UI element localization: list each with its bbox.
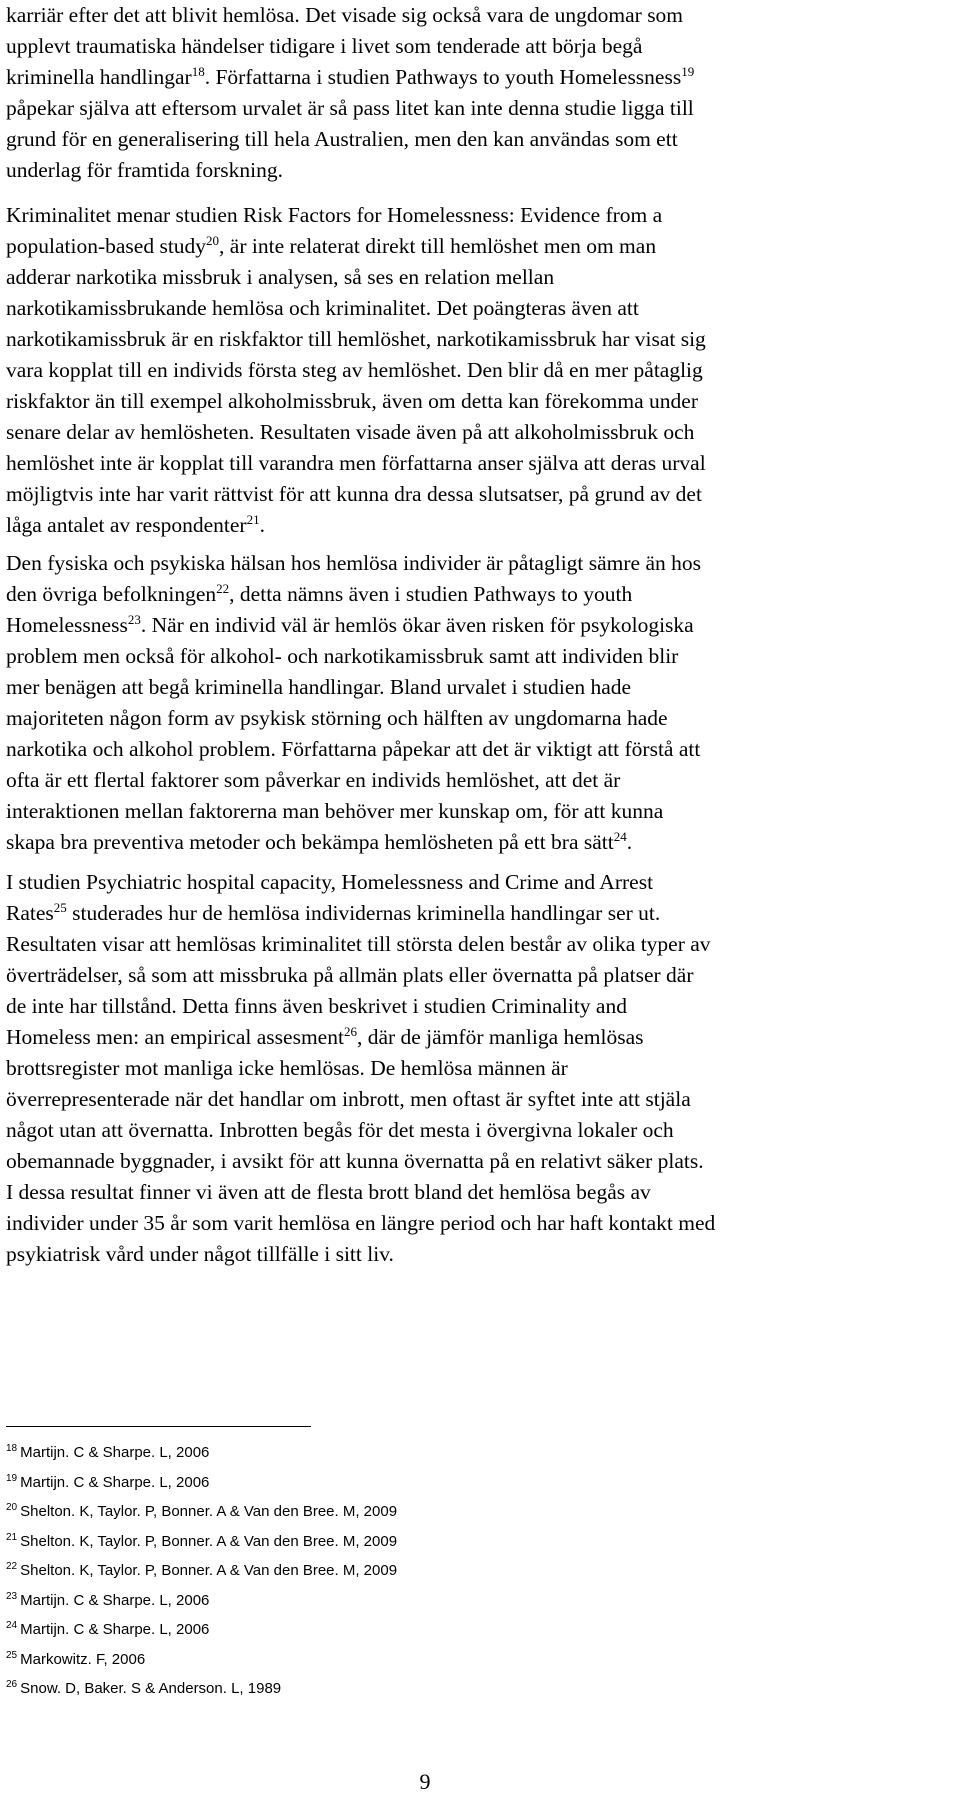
text-run: majoriteten någon form av psykisk störning och hälften av ungdomarna hade <box>6 706 668 730</box>
footnote-item <box>6 1674 397 1704</box>
text-line <box>6 293 706 324</box>
footnote-number: 26 <box>6 1679 18 1690</box>
text-run: överträdelser, så som att missbruka på allmän plats eller övernatta på platser där <box>6 963 694 987</box>
footnote-item <box>6 1527 397 1557</box>
paragraph <box>6 867 715 1270</box>
text-line <box>6 672 701 703</box>
footnote-number: 18 <box>6 1443 18 1454</box>
text-line <box>6 1208 715 1239</box>
text-line <box>6 610 701 641</box>
text-run: interaktionen mellan faktorerna man behöver mer kunskap om, för att kunna <box>6 799 664 823</box>
text-run: skapa bra preventiva metoder och bekämpa hemlösheten på ett bra sätt <box>6 830 614 854</box>
text-line <box>6 1053 715 1084</box>
footnote-item <box>6 1438 397 1468</box>
text-run: population-based study <box>6 234 207 258</box>
text-run: den övriga befolkningen <box>6 582 217 606</box>
text-line <box>6 765 701 796</box>
text-run: hemlöshet inte är kopplat till varandra men författarna anser själva att deras urval <box>6 451 706 475</box>
footnote-number: 23 <box>6 1590 18 1602</box>
text-line <box>6 417 706 448</box>
text-run: I studien Psychiatric hospital capacity, Homelessness and Crime and Arrest <box>6 870 654 894</box>
text-line <box>6 324 706 355</box>
text-line <box>6 1084 715 1115</box>
text-run: överrepresenterade när det handlar om inbrott, men oftast är syftet inte att stjäla <box>6 1087 691 1111</box>
text-run: Kriminalitet menar studien Risk Factors for Homelessness: Evidence from a <box>6 203 663 227</box>
footnote-text: Martijn. C & Sharpe. L, 2006 <box>20 1621 210 1638</box>
footnote-reference: 24 <box>613 828 627 844</box>
text-line <box>6 200 706 231</box>
text-run: möjligtvis inte har varit rättvist för att kunna dra dessa slutsatser, på grund av det <box>6 482 702 506</box>
text-run: upplevt traumatiska händelser tidigare i livet som tenderade att börja begå <box>6 34 643 58</box>
text-line <box>6 991 715 1022</box>
footnote-text: Snow. D, Baker. S & Anderson. L, 1989 <box>20 1680 282 1697</box>
text-run: . <box>259 513 265 537</box>
text-run: karriär efter det att blivit hemlösa. Det visade sig också vara de ungdomar som <box>6 3 684 27</box>
text-line <box>6 548 701 579</box>
text-line <box>6 867 715 898</box>
footnote-reference: 23 <box>127 611 141 627</box>
text-line <box>6 734 701 765</box>
footnote-text: Shelton. K, Taylor. P, Bonner. A & Van den Bree. M, 2009 <box>20 1532 398 1550</box>
text-run: narkotika och alkohol problem. Författarna påpekar att det är viktigt att förstå att <box>6 737 701 761</box>
footnote-number: 20 <box>6 1502 18 1513</box>
paragraph <box>6 0 694 186</box>
text-line <box>6 155 694 186</box>
text-run: något utan att övernatta. Inbrotten begås för det mesta i övergivna lokaler och <box>6 1118 674 1142</box>
text-run: narkotikamissbrukande hemlösa och kriminalitet. Det poängteras även att <box>6 296 639 320</box>
text-line <box>6 479 706 510</box>
footnote-item <box>6 1615 397 1645</box>
text-line <box>6 641 701 672</box>
text-line <box>6 1022 715 1053</box>
text-run: individer under 35 år som varit hemlösa en längre period och har haft kontakt med <box>6 1211 716 1235</box>
text-line <box>6 62 694 93</box>
text-line <box>6 231 706 262</box>
text-run: Homeless men: an empirical assesment <box>6 1025 344 1049</box>
text-line <box>6 703 701 734</box>
footnote-number: 24 <box>6 1620 18 1631</box>
text-run: riskfaktor än till exempel alkoholmissbruk, även om detta kan förekomma under <box>6 389 698 413</box>
footnote-reference: 18 <box>191 63 205 79</box>
text-line <box>6 929 715 960</box>
text-run: psykiatrisk vård under något tillfälle i sitt liv. <box>6 1242 394 1266</box>
page-number: 9 <box>419 1769 431 1794</box>
text-line <box>6 1239 715 1270</box>
text-line <box>6 796 701 827</box>
footnote-reference: 22 <box>216 580 230 596</box>
footnote-number: 25 <box>6 1649 18 1661</box>
text-run: problem men också för alkohol- och narkotikamissbruk samt att individen blir <box>6 644 679 668</box>
text-run: ofta är ett flertal faktorer som påverkar en individs hemlöshet, att det är <box>6 768 621 792</box>
text-run: mer benägen att begå kriminella handlingar. Bland urvalet i studien hade <box>6 675 632 699</box>
text-run: underlag för framtida forskning. <box>6 158 284 182</box>
text-run: senare delar av hemlösheten. Resultaten visade även på att alkoholmissbruk och <box>6 420 695 444</box>
text-line <box>6 262 706 293</box>
text-run: adderar narkotika missbruk i analysen, så ses en relation mellan <box>6 265 555 289</box>
text-run: obemannade byggnader, i avsikt för att kunna övernatta på en relativt säker plats. <box>6 1149 704 1173</box>
text-run: de inte har tillstånd. Detta finns även beskrivet i studien Criminality and <box>6 994 627 1018</box>
text-line <box>6 386 706 417</box>
text-line <box>6 0 694 31</box>
text-line <box>6 1115 715 1146</box>
text-run: studerades hur de hemlösa individernas kriminella handlingar ser ut. <box>66 901 661 925</box>
text-run: påpekar själva att eftersom urvalet är så pass litet kan inte denna studie ligga till <box>6 96 694 120</box>
text-line <box>6 898 715 929</box>
footnote-text: Shelton. K, Taylor. P, Bonner. A & Van den Bree. M, 2009 <box>20 1503 398 1520</box>
footnote-reference: 19 <box>681 63 695 79</box>
text-run: . När en individ väl är hemlös ökar även risken för psykologiska <box>140 613 694 637</box>
text-run: kriminella handlingar <box>6 65 192 89</box>
text-run: Resultaten visar att hemlösas kriminalitet till största delen består av olika typer av <box>6 932 711 956</box>
footnote-reference: 25 <box>53 899 67 915</box>
footnote-number: 19 <box>6 1472 18 1484</box>
footnote-separator <box>6 1426 311 1427</box>
paragraph <box>6 548 701 858</box>
footnote-number: 21 <box>6 1531 18 1543</box>
text-line <box>6 448 706 479</box>
text-run: grund för en generalisering till hela Australien, men den kan användas som ett <box>6 127 678 151</box>
footnote-reference: 21 <box>246 511 260 527</box>
footnote-item <box>6 1497 397 1527</box>
text-run: , är inte relaterat direkt till hemlöshet men om man <box>219 234 657 258</box>
text-run: . Författarna i studien Pathways to youth Homelessness <box>204 65 682 89</box>
footnote-reference: 20 <box>206 232 220 248</box>
text-run: brottsregister mot manliga icke hemlösas. De hemlösa männen är <box>6 1056 568 1080</box>
footnote-text: Martijn. C & Sharpe. L, 2006 <box>20 1444 210 1461</box>
text-run: , där de jämför manliga hemlösas <box>356 1025 644 1049</box>
footnote-text: Martijn. C & Sharpe. L, 2006 <box>20 1591 210 1609</box>
text-line <box>6 579 701 610</box>
text-line <box>6 510 706 541</box>
text-run: I dessa resultat finner vi även att de flesta brott bland det hemlösa begås av <box>6 1180 651 1204</box>
text-line <box>6 124 694 155</box>
footnote-reference: 26 <box>343 1023 357 1039</box>
text-line <box>6 1177 715 1208</box>
text-line <box>6 31 694 62</box>
footnote-item <box>6 1645 397 1675</box>
text-line <box>6 355 706 386</box>
footnote-list <box>6 1438 397 1704</box>
text-line <box>6 827 701 858</box>
footnote-text: Markowitz. F, 2006 <box>20 1650 146 1668</box>
text-run: Rates <box>6 901 54 925</box>
text-run: vara kopplat till en individs första steg av hemlöshet. Den blir då en mer påtaglig <box>6 358 703 382</box>
footnote-item <box>6 1586 397 1616</box>
paragraph <box>6 200 706 541</box>
text-run: , detta nämns även i studien Pathways to youth <box>229 582 633 606</box>
text-run: . <box>626 830 633 854</box>
footnote-text: Shelton. K, Taylor. P, Bonner. A & Van den Bree. M, 2009 <box>20 1562 398 1579</box>
text-run: narkotikamissbruk är en riskfaktor till hemlöshet, narkotikamissbruk har visat sig <box>6 327 706 351</box>
footnote-item <box>6 1556 397 1586</box>
text-line <box>6 960 715 991</box>
text-line <box>6 1146 715 1177</box>
footnote-text: Martijn. C & Sharpe. L, 2006 <box>20 1473 210 1491</box>
text-run: låga antalet av respondenter <box>6 513 247 537</box>
text-run: Homelessness <box>6 613 128 637</box>
text-line <box>6 93 694 124</box>
text-run: Den fysiska och psykiska hälsan hos hemlösa individer är påtagligt sämre än hos <box>6 551 702 575</box>
footnote-number: 22 <box>6 1561 18 1572</box>
footnote-item <box>6 1468 397 1498</box>
